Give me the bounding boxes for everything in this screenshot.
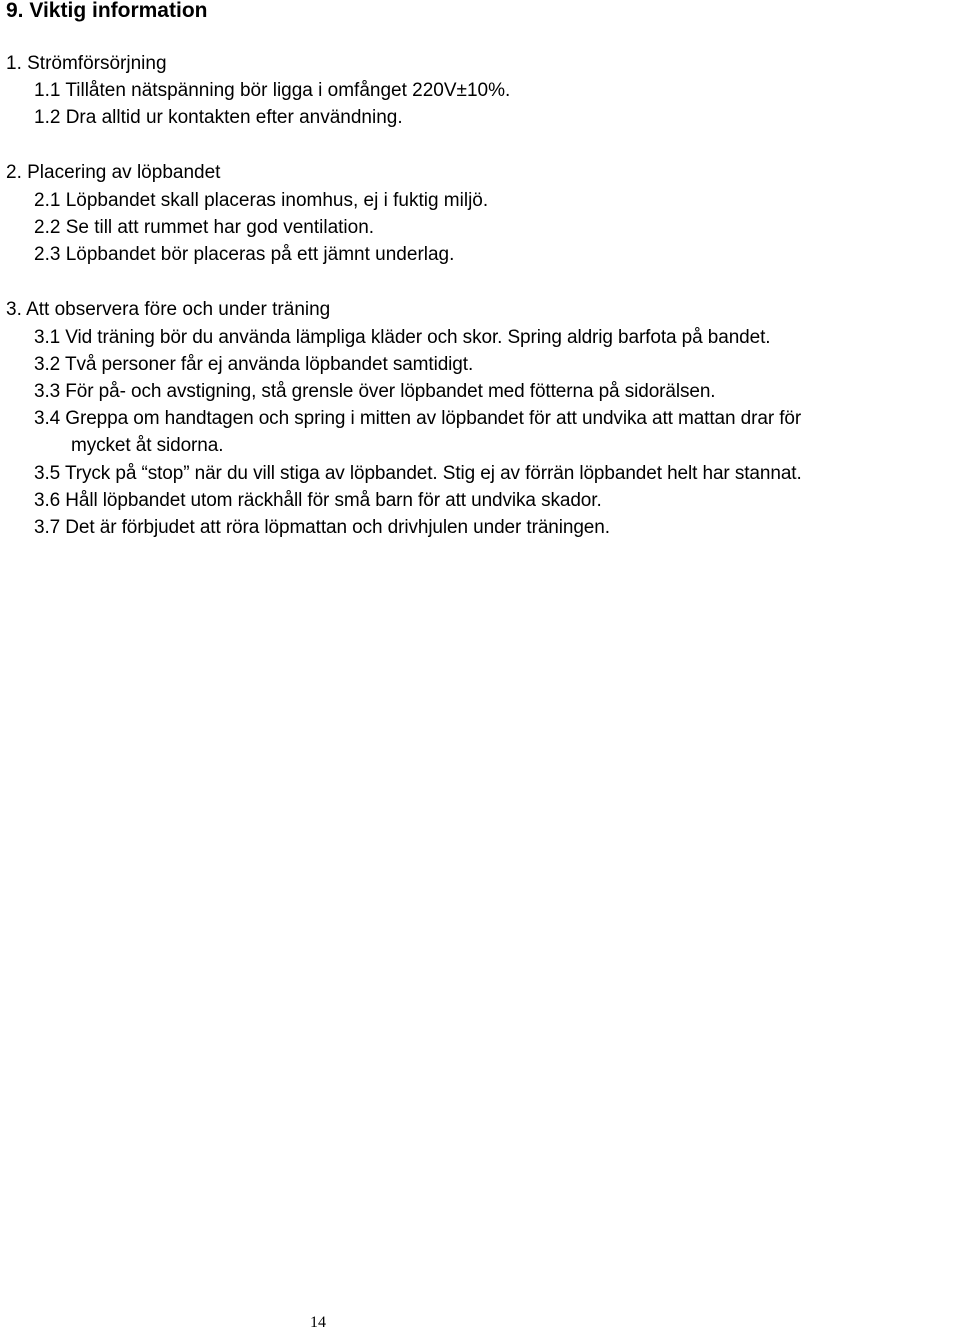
section-3-item-2: 3.2 Två personer får ej använda löpbandet samtidigt. <box>34 354 474 375</box>
section-1-title: 1. Strömförsörjning <box>6 53 167 74</box>
section-2-item-3: 2.3 Löpbandet bör placeras på ett jämnt underlag. <box>34 244 455 265</box>
section-3-item-7: 3.7 Det är förbjudet att röra löpmattan och drivhjulen under träningen. <box>34 517 610 538</box>
section-2-item-1: 2.1 Löpbandet skall placeras inomhus, ej i fuktig miljö. <box>34 190 489 211</box>
section-3-item-4-continued: mycket åt sidorna. <box>71 435 224 456</box>
section-3-item-6: 3.6 Håll löpbandet utom räckhåll för små barn för att undvika skador. <box>34 490 602 511</box>
section-2-item-2: 2.2 Se till att rummet har god ventilation. <box>34 217 375 238</box>
section-3-item-5: 3.5 Tryck på “stop” när du vill stiga av löpbandet. Stig ej av förrän löpbandet helt har stannat. <box>34 463 802 484</box>
page-number: 14 <box>310 1314 326 1331</box>
section-1-item-1: 1.1 Tillåten nätspänning bör ligga i omfånget 220V±10%. <box>34 80 511 101</box>
section-3-item-4: 3.4 Greppa om handtagen och spring i mitten av löpbandet för att undvika att mattan drar för <box>34 408 802 429</box>
section-3-item-1: 3.1 Vid träning bör du använda lämpliga kläder och skor. Spring aldrig barfota på bandet. <box>34 327 771 348</box>
section-3-item-3: 3.3 För på- och avstigning, stå grensle över löpbandet med fötterna på sidorälsen. <box>34 381 716 402</box>
section-2-title: 2. Placering av löpbandet <box>6 162 221 183</box>
section-1-item-2: 1.2 Dra alltid ur kontakten efter användning. <box>34 107 403 128</box>
section-3-title: 3. Att observera före och under träning <box>6 299 331 320</box>
page-heading: 9. Viktig information <box>6 0 208 22</box>
